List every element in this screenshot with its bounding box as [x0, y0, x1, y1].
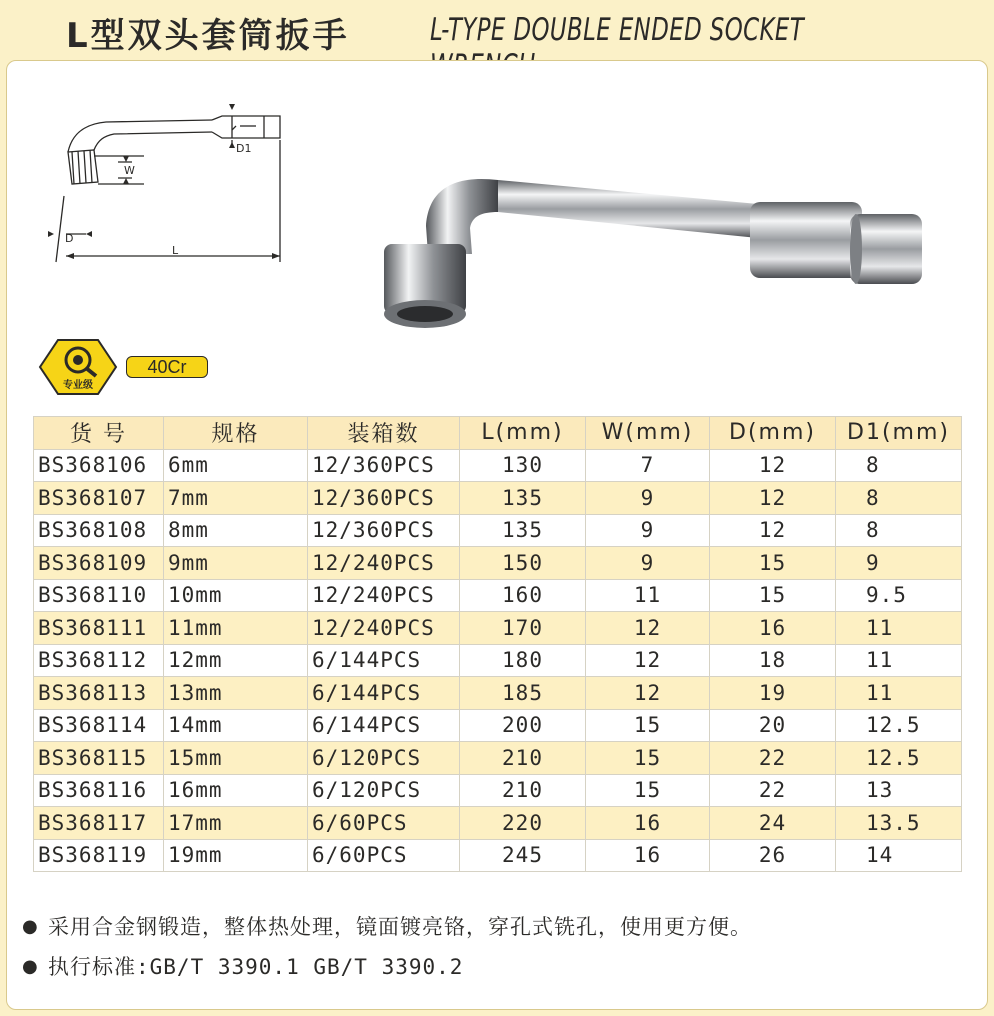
cell-width: 12 [586, 612, 710, 645]
cell-size: 19mm [164, 839, 308, 872]
cell-packing: 6/144PCS [308, 709, 460, 742]
cell-width: 9 [586, 514, 710, 547]
cell-model: BS368114 [34, 709, 164, 742]
cell-diameter1: 8 [836, 449, 962, 482]
cell-diameter1: 11 [836, 677, 962, 710]
cell-size: 8mm [164, 514, 308, 547]
cell-size: 6mm [164, 449, 308, 482]
table-row [34, 514, 962, 547]
label-w: W [124, 164, 135, 177]
table-row [34, 579, 962, 612]
cell-model: BS368107 [34, 482, 164, 515]
cell-packing: 12/360PCS [308, 449, 460, 482]
table-row [34, 644, 962, 677]
header-diameter: D(mm) [710, 417, 836, 450]
cell-diameter: 22 [710, 742, 836, 775]
label-d: D [65, 232, 74, 245]
cell-packing: 12/360PCS [308, 514, 460, 547]
cell-diameter: 19 [710, 677, 836, 710]
cell-size: 13mm [164, 677, 308, 710]
spec-table [33, 416, 962, 872]
cell-diameter1: 8 [836, 514, 962, 547]
cell-packing: 6/144PCS [308, 677, 460, 710]
bullet-icon: ● [22, 955, 38, 977]
cell-length: 135 [460, 482, 586, 515]
cell-size: 7mm [164, 482, 308, 515]
header-model: 货 号 [34, 417, 164, 450]
professional-grade-badge [38, 338, 118, 396]
cell-size: 17mm [164, 807, 308, 840]
cell-diameter: 24 [710, 807, 836, 840]
cell-diameter: 12 [710, 514, 836, 547]
cell-length: 170 [460, 612, 586, 645]
cell-diameter1: 9 [836, 547, 962, 580]
cell-length: 130 [460, 449, 586, 482]
material-tag: 40Cr [126, 356, 208, 378]
note-text: 执行标准:GB/T 3390.1 GB/T 3390.2 [48, 955, 464, 979]
cell-diameter: 20 [710, 709, 836, 742]
cell-diameter: 12 [710, 449, 836, 482]
header-packing: 装箱数 [308, 417, 460, 450]
cell-size: 9mm [164, 547, 308, 580]
cell-size: 12mm [164, 644, 308, 677]
cell-model: BS368119 [34, 839, 164, 872]
label-l: L [172, 244, 179, 257]
cell-packing: 6/60PCS [308, 839, 460, 872]
cell-width: 12 [586, 644, 710, 677]
cell-model: BS368106 [34, 449, 164, 482]
cell-size: 11mm [164, 612, 308, 645]
table-row [34, 742, 962, 775]
cell-length: 200 [460, 709, 586, 742]
cell-width: 15 [586, 709, 710, 742]
cell-model: BS368116 [34, 774, 164, 807]
cell-length: 245 [460, 839, 586, 872]
cell-packing: 6/120PCS [308, 774, 460, 807]
cell-width: 16 [586, 807, 710, 840]
cell-model: BS368109 [34, 547, 164, 580]
cell-width: 16 [586, 839, 710, 872]
cell-length: 180 [460, 644, 586, 677]
cell-model: BS368111 [34, 612, 164, 645]
header-diameter1: D1(mm) [836, 417, 962, 450]
cell-model: BS368115 [34, 742, 164, 775]
table-row [34, 612, 962, 645]
grade-text: 专业级 [63, 380, 93, 391]
cell-packing: 12/240PCS [308, 547, 460, 580]
cell-model: BS368110 [34, 579, 164, 612]
cell-diameter1: 13.5 [836, 807, 962, 840]
feature-notes [22, 906, 752, 986]
cell-width: 15 [586, 742, 710, 775]
cell-length: 210 [460, 742, 586, 775]
cell-model: BS368112 [34, 644, 164, 677]
cell-packing: 12/240PCS [308, 579, 460, 612]
table-row [34, 677, 962, 710]
table-row [34, 547, 962, 580]
table-row [34, 839, 962, 872]
table-row [34, 482, 962, 515]
cell-width: 9 [586, 547, 710, 580]
cell-packing: 12/360PCS [308, 482, 460, 515]
note-item [22, 906, 752, 946]
bullet-icon: ● [22, 915, 38, 937]
cell-size: 10mm [164, 579, 308, 612]
cell-packing: 6/120PCS [308, 742, 460, 775]
cell-diameter1: 13 [836, 774, 962, 807]
table-row [34, 774, 962, 807]
cell-diameter: 15 [710, 547, 836, 580]
title-chinese: L型双头套筒扳手 [66, 16, 350, 56]
header-size: 规格 [164, 417, 308, 450]
cell-diameter: 12 [710, 482, 836, 515]
cell-size: 14mm [164, 709, 308, 742]
cell-diameter1: 14 [836, 839, 962, 872]
cell-length: 185 [460, 677, 586, 710]
cell-diameter1: 8 [836, 482, 962, 515]
cell-length: 150 [460, 547, 586, 580]
header-width: W(mm) [586, 417, 710, 450]
note-item [22, 946, 752, 986]
cell-model: BS368117 [34, 807, 164, 840]
cell-model: BS368113 [34, 677, 164, 710]
label-d1: D1 [236, 142, 252, 155]
cell-diameter: 18 [710, 644, 836, 677]
table-header-row [34, 417, 962, 450]
cell-length: 135 [460, 514, 586, 547]
dimension-diagram [36, 104, 286, 274]
cell-width: 9 [586, 482, 710, 515]
title-english: L-TYPE DOUBLE ENDED SOCKET [430, 12, 805, 48]
table-row [34, 807, 962, 840]
cell-diameter: 26 [710, 839, 836, 872]
cell-diameter: 16 [710, 612, 836, 645]
cell-length: 160 [460, 579, 586, 612]
cell-size: 15mm [164, 742, 308, 775]
cell-width: 15 [586, 774, 710, 807]
cell-diameter1: 11 [836, 612, 962, 645]
wrench-product-image [378, 154, 938, 334]
cell-size: 16mm [164, 774, 308, 807]
cell-diameter1: 9.5 [836, 579, 962, 612]
cell-diameter1: 11 [836, 644, 962, 677]
cell-length: 210 [460, 774, 586, 807]
table-row [34, 449, 962, 482]
table-row [34, 709, 962, 742]
cell-diameter1: 12.5 [836, 742, 962, 775]
cell-packing: 6/144PCS [308, 644, 460, 677]
cell-diameter: 22 [710, 774, 836, 807]
cell-diameter: 15 [710, 579, 836, 612]
note-text: 采用合金钢锻造，整体热处理，镜面镀亮铬，穿孔式铣孔，使用更方便。 [48, 915, 752, 939]
cell-packing: 12/240PCS [308, 612, 460, 645]
cell-width: 11 [586, 579, 710, 612]
cell-diameter1: 12.5 [836, 709, 962, 742]
header-length: L(mm) [460, 417, 586, 450]
cell-packing: 6/60PCS [308, 807, 460, 840]
page-header [0, 0, 994, 58]
cell-width: 12 [586, 677, 710, 710]
cell-model: BS368108 [34, 514, 164, 547]
cell-width: 7 [586, 449, 710, 482]
cell-length: 220 [460, 807, 586, 840]
